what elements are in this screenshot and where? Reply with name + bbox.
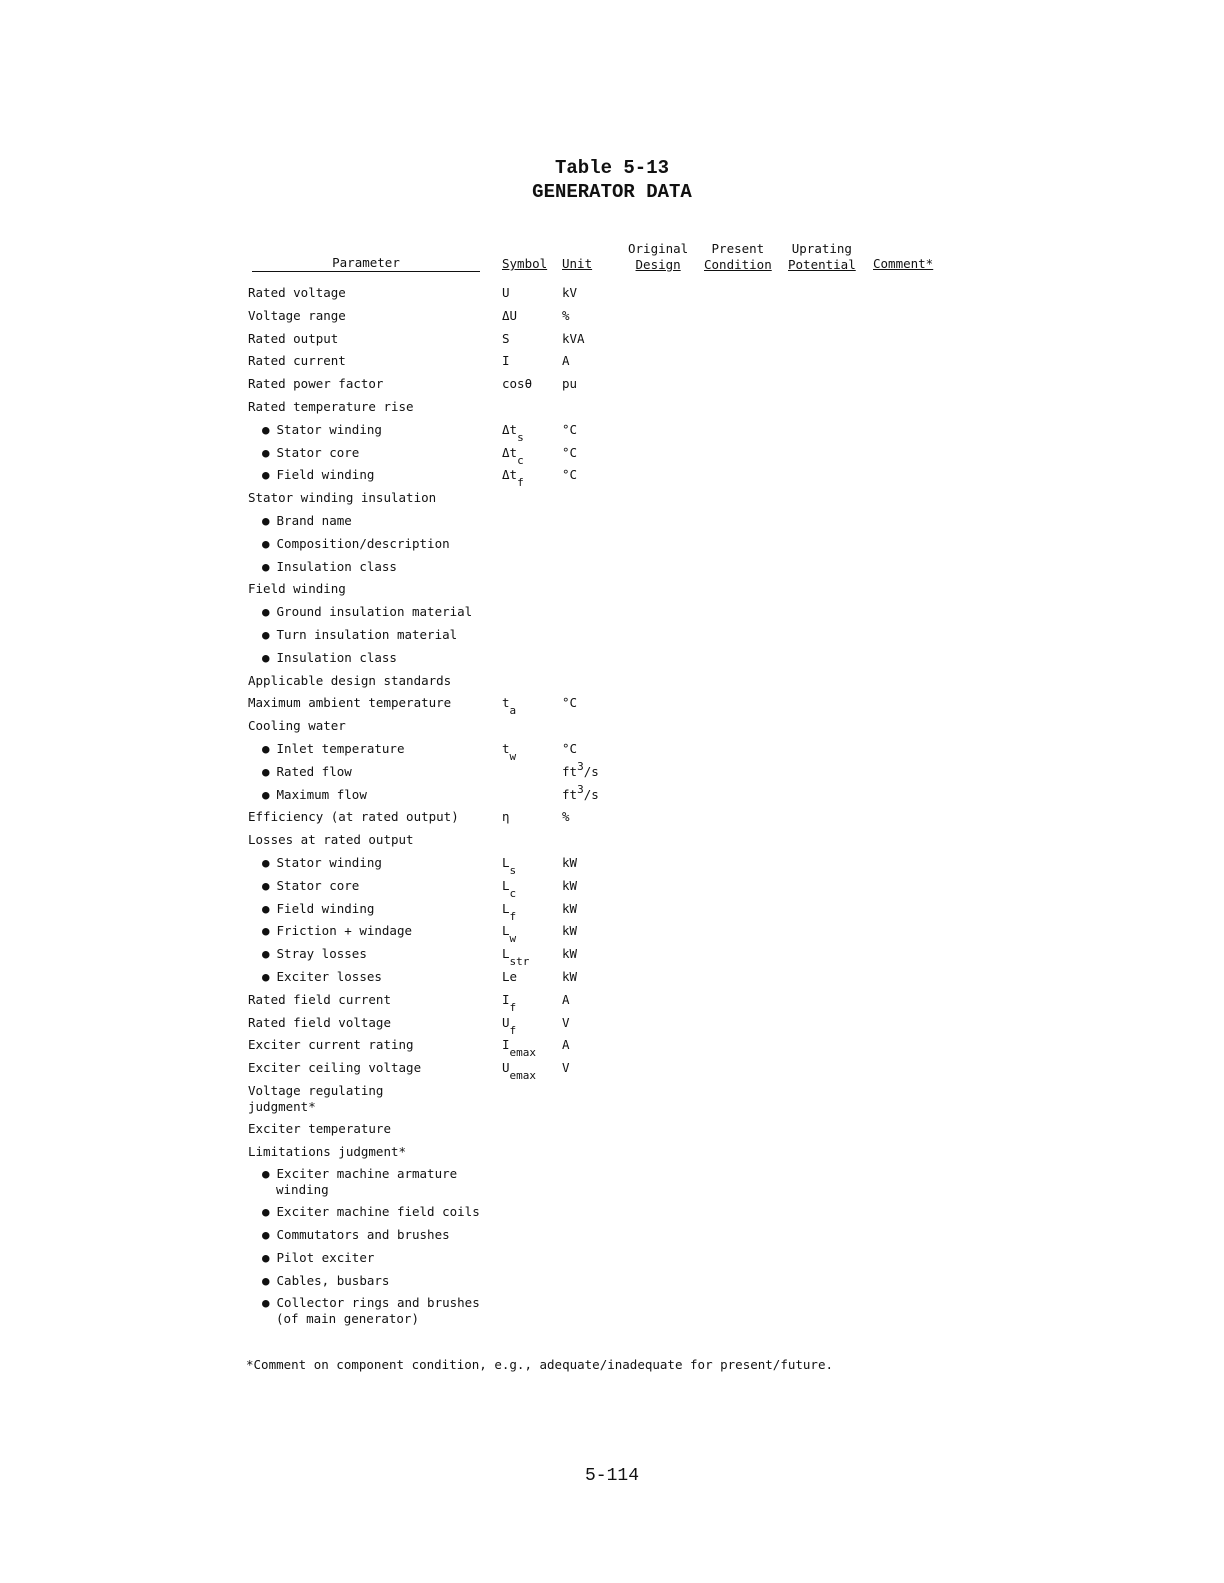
parameter-cell: ● Pilot exciter	[262, 1249, 375, 1265]
table-row	[0, 1060, 1224, 1082]
symbol-cell: S	[502, 330, 510, 346]
table-row	[0, 1204, 1224, 1226]
header-original-design: Original Design	[628, 241, 689, 272]
symbol-cell: Lf	[502, 900, 517, 923]
parameter-cell: Rated current	[248, 353, 346, 369]
table-row	[0, 604, 1224, 626]
unit-cell: V	[562, 1014, 570, 1030]
unit-cell: V	[562, 1060, 570, 1076]
table-row	[0, 490, 1224, 512]
parameter-cell: Stator winding insulation	[248, 490, 437, 506]
table-row	[0, 901, 1224, 923]
table-row	[0, 923, 1224, 945]
symbol-cell: ta	[502, 695, 517, 718]
symbol-cell: Δtc	[502, 444, 524, 467]
parameter-cell: ● Stator winding	[262, 421, 382, 437]
bullet-icon: ●	[262, 946, 270, 962]
unit-cell: °C	[562, 467, 578, 483]
symbol-cell: Δts	[502, 421, 524, 444]
table-row	[0, 467, 1224, 489]
bullet-icon: ●	[262, 604, 270, 620]
parameter-cell: Rated voltage	[248, 285, 346, 300]
table-row	[0, 1121, 1224, 1143]
parameter-cell: ● Insulation class	[262, 558, 397, 574]
symbol-cell: ΔU	[502, 307, 518, 323]
table-row	[0, 331, 1224, 353]
symbol-cell: tw	[502, 741, 517, 763]
unit-cell: kW	[562, 877, 578, 893]
table-row	[0, 422, 1224, 444]
table-row	[0, 809, 1224, 831]
parameter-cell: ● Brand name	[262, 513, 352, 528]
parameter-cell: Exciter temperature	[248, 1120, 391, 1136]
unit-cell: °C	[562, 695, 578, 711]
parameter-cell: ● Exciter machine armature winding	[262, 1166, 458, 1197]
symbol-cell: η	[502, 809, 510, 825]
parameter-cell: ● Stator core	[262, 877, 360, 893]
table-row	[0, 1037, 1224, 1059]
bullet-icon: ●	[262, 421, 270, 437]
unit-cell: kVA	[562, 330, 585, 346]
symbol-cell: Uf	[502, 1014, 517, 1037]
header-uprating-potential: Uprating Potential	[788, 241, 856, 272]
header-comment: Comment*	[873, 256, 934, 271]
parameter-cell: ● Stray losses	[262, 946, 367, 962]
table-row	[0, 855, 1224, 877]
parameter-cell: Field winding	[248, 581, 346, 597]
unit-cell: °C	[562, 421, 578, 437]
parameter-cell: ● Stator winding	[262, 855, 382, 870]
parameter-cell: Rated field voltage	[248, 1014, 391, 1030]
header-symbol: Symbol	[502, 256, 548, 271]
unit-cell: °C	[562, 444, 578, 460]
parameter-cell: Applicable design standards	[248, 672, 452, 688]
unit-cell: pu	[562, 376, 578, 392]
bullet-icon: ●	[262, 969, 270, 984]
parameter-cell: Rated field current	[248, 991, 391, 1007]
parameter-cell: ● Exciter machine field coils	[262, 1204, 480, 1220]
table-row	[0, 1144, 1224, 1166]
bullet-icon: ●	[262, 535, 270, 551]
table-row	[0, 1295, 1224, 1326]
symbol-cell: Ls	[502, 855, 517, 877]
parameter-cell: ● Field winding	[262, 467, 375, 483]
header-parameter: Parameter	[252, 255, 480, 272]
parameter-cell: ● Friction + windage	[262, 923, 412, 939]
parameter-cell: ● Field winding	[262, 900, 375, 916]
unit-cell: %	[562, 307, 570, 323]
parameter-cell: Cooling water	[248, 718, 346, 734]
parameter-cell: Rated output	[248, 330, 339, 346]
unit-cell: kW	[562, 946, 578, 962]
bullet-icon: ●	[262, 741, 270, 756]
table-row	[0, 285, 1224, 307]
header-present-condition: Present Condition	[704, 241, 772, 272]
parameter-cell: Efficiency (at rated output)	[248, 809, 459, 825]
table-row	[0, 559, 1224, 581]
table-row	[0, 695, 1224, 717]
unit-cell: %	[562, 809, 570, 825]
symbol-cell: cosθ	[502, 376, 533, 392]
parameter-cell: ● Ground insulation material	[262, 604, 473, 620]
table-row	[0, 1166, 1224, 1197]
table-row	[0, 946, 1224, 968]
table-row	[0, 673, 1224, 695]
table-row	[0, 1083, 1224, 1114]
symbol-cell: Δtf	[502, 467, 524, 490]
table-row	[0, 782, 1224, 809]
parameter-cell: ● Rated flow	[262, 763, 352, 779]
parameter-cell: Rated power factor	[248, 376, 384, 392]
bullet-icon: ●	[262, 1272, 270, 1288]
unit-cell: °C	[562, 741, 578, 756]
parameter-cell: Voltage regulating judgment*	[248, 1083, 384, 1114]
table-row	[0, 376, 1224, 398]
table-row	[0, 992, 1224, 1014]
table-row	[0, 399, 1224, 421]
unit-cell: kW	[562, 900, 578, 916]
unit-cell: ft3/s	[562, 782, 599, 802]
table-row	[0, 353, 1224, 375]
parameter-cell: ● Stator core	[262, 444, 360, 460]
parameter-cell: Exciter ceiling voltage	[248, 1060, 422, 1076]
symbol-cell: Uemax	[502, 1060, 537, 1083]
parameter-cell: ● Turn insulation material	[262, 627, 458, 642]
unit-cell: kV	[562, 285, 578, 300]
table-row	[0, 1273, 1224, 1295]
bullet-icon: ●	[262, 1204, 270, 1220]
table-row	[0, 741, 1224, 763]
parameter-cell: Losses at rated output	[248, 832, 414, 848]
bullet-icon: ●	[262, 900, 270, 916]
table-row	[0, 969, 1224, 991]
parameter-cell: Maximum ambient temperature	[248, 695, 452, 711]
unit-cell: A	[562, 991, 570, 1007]
unit-cell: ft3/s	[562, 759, 599, 779]
bullet-icon: ●	[262, 444, 270, 460]
parameter-cell: Rated temperature rise	[248, 399, 414, 414]
unit-cell: A	[562, 353, 570, 369]
table-row	[0, 1250, 1224, 1272]
bullet-icon: ●	[262, 513, 270, 528]
parameter-cell: Exciter current rating	[248, 1037, 414, 1053]
symbol-cell: Lw	[502, 923, 517, 946]
unit-cell: kW	[562, 923, 578, 939]
footnote: *Comment on component condition, e.g., adequate/inadequate for present/future.	[246, 1357, 833, 1372]
bullet-icon: ●	[262, 627, 270, 642]
table-row	[0, 718, 1224, 740]
parameter-cell: Limitations judgment*	[248, 1143, 407, 1159]
table-row	[0, 627, 1224, 649]
bullet-icon: ●	[262, 558, 270, 574]
bullet-icon: ●	[262, 467, 270, 483]
table-number: Table 5-13	[554, 157, 670, 179]
table-title: GENERATOR DATA	[532, 181, 692, 203]
parameter-cell: ● Collector rings and brushes (of main generator)	[262, 1295, 480, 1326]
table-row	[0, 878, 1224, 900]
parameter-cell: ● Maximum flow	[262, 786, 367, 802]
parameter-cell: ● Composition/description	[262, 535, 450, 551]
table-row	[0, 308, 1224, 330]
unit-cell: A	[562, 1037, 570, 1053]
table-row	[0, 650, 1224, 672]
bullet-icon: ●	[262, 1249, 270, 1265]
unit-cell: kW	[562, 855, 578, 870]
bullet-icon: ●	[262, 877, 270, 893]
unit-cell: kW	[562, 969, 578, 984]
symbol-cell: Iemax	[502, 1037, 537, 1060]
bullet-icon: ●	[262, 1295, 270, 1311]
bullet-icon: ●	[262, 923, 270, 939]
table-row	[0, 832, 1224, 854]
symbol-cell: Lstr	[502, 946, 530, 969]
parameter-cell: ● Exciter losses	[262, 969, 382, 984]
symbol-cell: If	[502, 991, 517, 1014]
symbol-cell: I	[502, 353, 510, 369]
bullet-icon: ●	[262, 1227, 270, 1242]
parameter-cell: ● Commutators and brushes	[262, 1227, 450, 1242]
bullet-icon: ●	[262, 649, 270, 665]
table-row	[0, 1227, 1224, 1249]
parameter-cell: ● Insulation class	[262, 649, 397, 665]
table-row	[0, 1015, 1224, 1037]
bullet-icon: ●	[262, 786, 270, 802]
table-row	[0, 536, 1224, 558]
table-row	[0, 759, 1224, 786]
symbol-cell: U	[502, 285, 510, 300]
symbol-cell: Le	[502, 969, 518, 984]
table-row	[0, 445, 1224, 467]
bullet-icon: ●	[262, 855, 270, 870]
parameter-cell: ● Inlet temperature	[262, 741, 405, 756]
bullet-icon: ●	[262, 1166, 270, 1182]
header-unit: Unit	[562, 256, 593, 271]
page-number: 5-114	[584, 1466, 639, 1486]
parameter-cell: Voltage range	[248, 307, 346, 323]
table-row	[0, 581, 1224, 603]
symbol-cell: Lc	[502, 877, 517, 900]
parameter-cell: ● Cables, busbars	[262, 1272, 390, 1288]
bullet-icon: ●	[262, 763, 270, 779]
table-row	[0, 513, 1224, 535]
